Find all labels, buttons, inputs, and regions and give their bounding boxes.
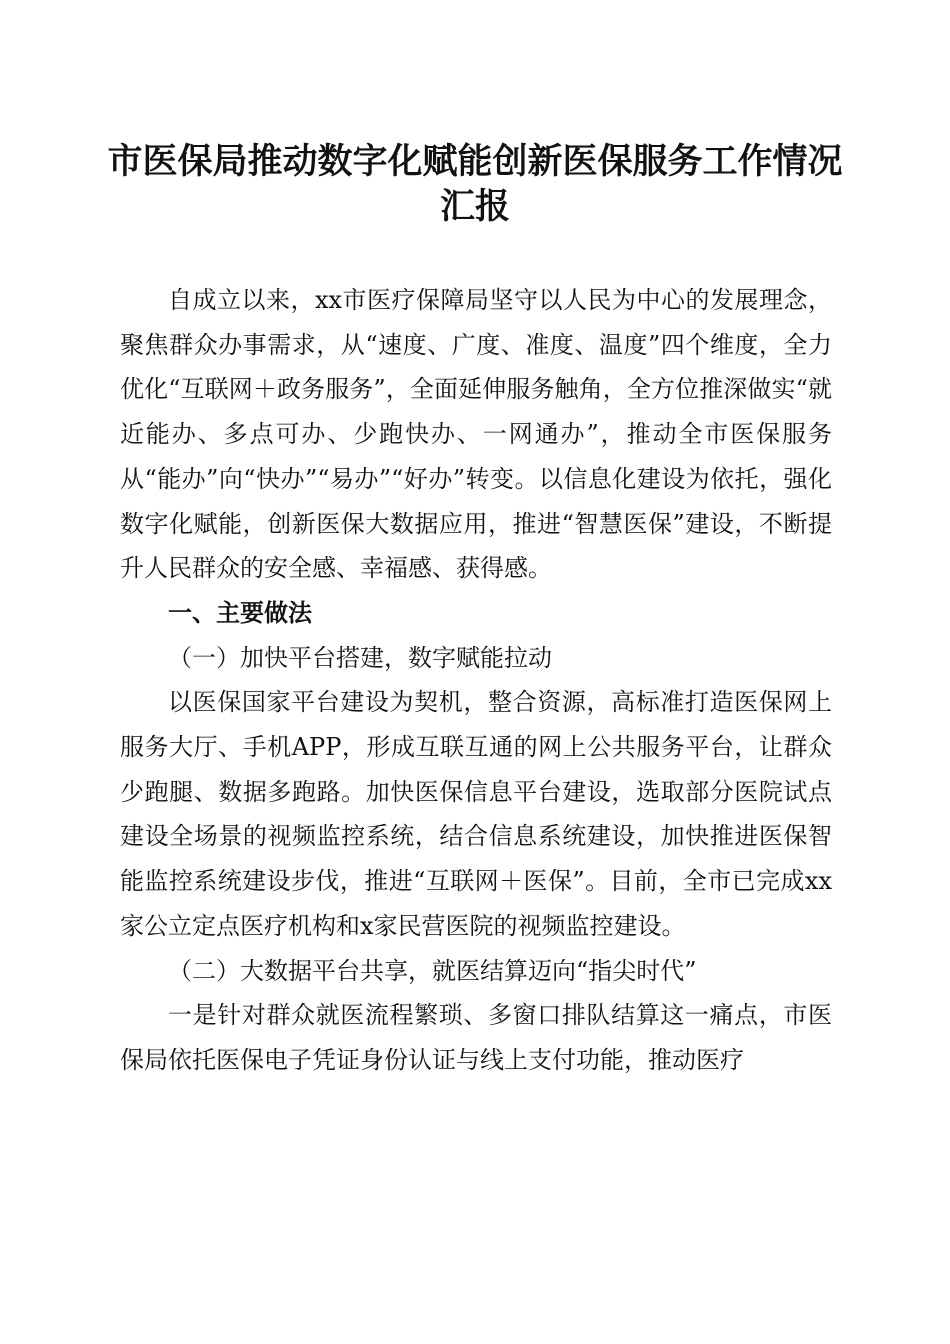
document-body <box>120 278 832 1083</box>
subsection-heading-platform: （一）加快平台搭建，数字赋能拉动 <box>168 643 552 672</box>
subsection-paragraph-big-data: 一是针对群众就医流程繁琐、多窗口排队结算这一痛点，市医保局依托医保电子凭证身份认证与线上支付功能，推动医疗 <box>120 1001 832 1074</box>
subsection-heading-big-data: （二）大数据平台共享，就医结算迈向“指尖时代” <box>168 956 697 985</box>
document-title: 市医保局推动数字化赋能创新医保服务工作情况汇报 <box>107 142 843 227</box>
section-heading-main-practices: 一、主要做法 <box>168 598 312 627</box>
intro-paragraph: 自成立以来，xx市医疗保障局坚守以人民为中心的发展理念，聚焦群众办事需求，从“速度、广度、准度、温度”四个维度，全力优化“互联网＋政务服务”，全面延伸服务触角，全方位推深做实“就近能办、多点可办、少跑快办、一网通办”，推动全市医保服务从“能办”向“快办”“易办”“好办”转变。以信息化建设为依托，强化数字化赋能，创新医保大数据应用，推进“智慧医保”建设，不断提升人民群众的安全感、幸福感、获得感。 <box>120 286 832 583</box>
subsection-paragraph-platform: 以医保国家平台建设为契机，整合资源，高标准打造医保网上服务大厅、手机APP，形成互联互通的网上公共服务平台，让群众少跑腿、数据多跑路。加快医保信息平台建设，选取部分医院试点建设全场景的视频监控系统，结合信息系统建设，加快推进医保智能监控系统建设步伐，推进“互联网＋医保”。目前，全市已完成xx家公立定点医疗机构和x家民营医院的视频监控建设。 <box>120 688 832 940</box>
